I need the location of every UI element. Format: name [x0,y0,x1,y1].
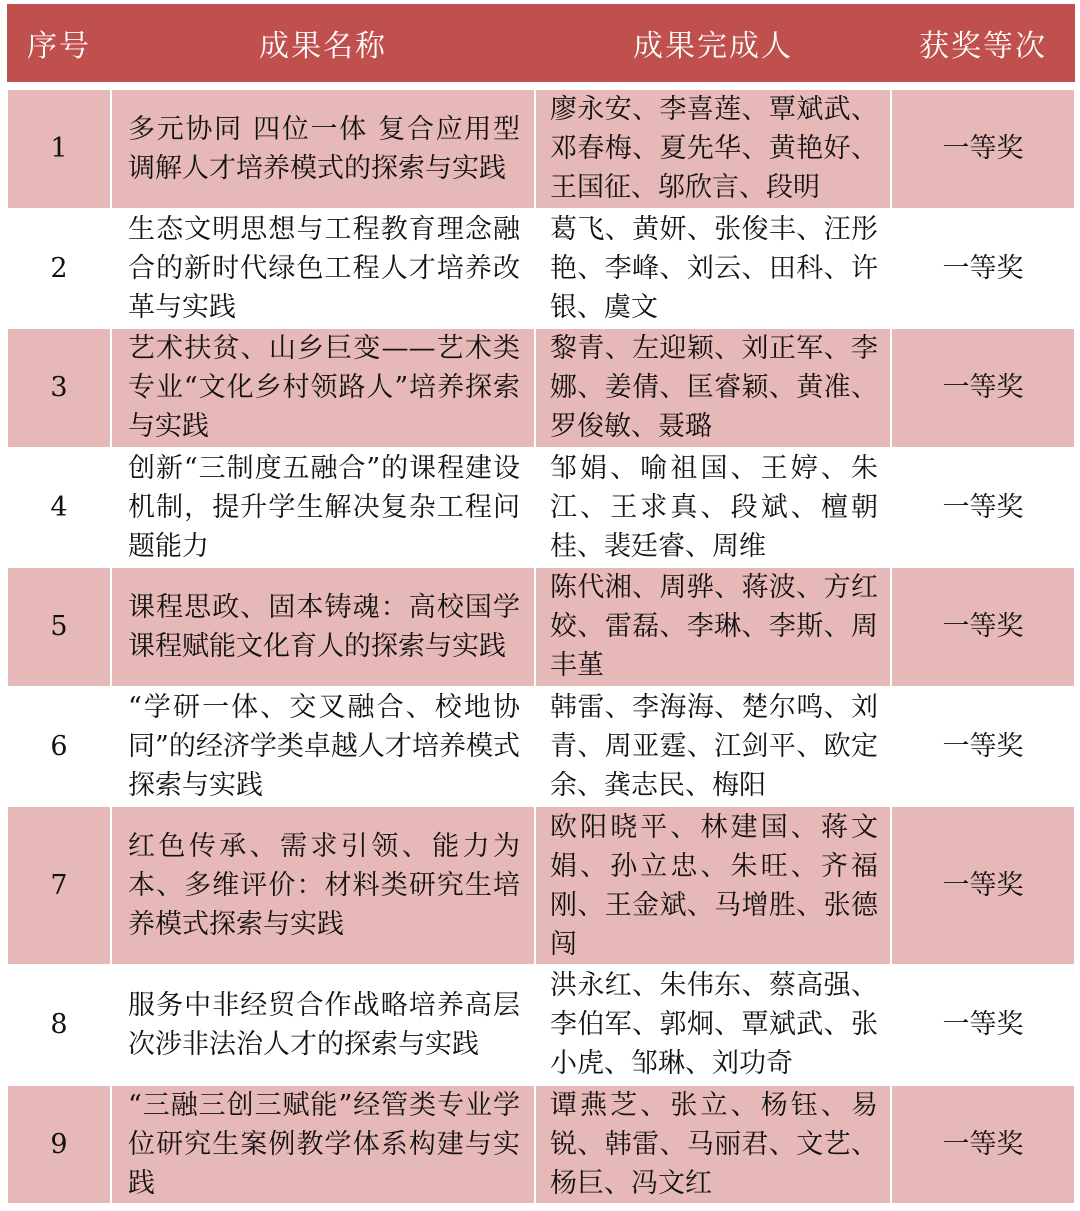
completers: 洪永红、朱伟东、蔡高强、李伯军、郭炯、覃斌武、张小虎、邹琳、刘功奇 [535,965,891,1085]
row-number: 4 [7,448,111,568]
achievement-name: 创新“三制度五融合”的课程建设机制，提升学生解决复杂工程问题能力 [111,448,535,568]
header-people: 成果完成人 [535,4,891,82]
row-number: 3 [7,328,111,448]
table-row [7,806,1075,965]
achievement-name: 生态文明思想与工程教育理念融合的新时代绿色工程人才培养改革与实践 [111,209,535,329]
completers: 廖永安、李喜莲、覃斌武、邓春梅、夏先华、黄艳好、王国征、邬欣言、段明 [535,89,891,209]
header-name: 成果名称 [111,4,535,82]
achievement-name: 红色传承、需求引领、能力为本、多维评价：材料类研究生培养模式探索与实践 [111,806,535,965]
table-body [7,89,1075,1204]
completers: 韩雷、李海海、楚尔鸣、刘青、周亚霆、江剑平、欧定余、龚志民、梅阳 [535,687,891,807]
row-number: 7 [7,806,111,965]
completers: 黎青、左迎颖、刘正军、李娜、姜倩、匡睿颖、黄准、罗俊敏、聂璐 [535,328,891,448]
achievement-name: “三融三创三赋能”经管类专业学位研究生案例教学体系构建与实践 [111,1085,535,1205]
table-row [7,687,1075,807]
table-row [7,567,1075,687]
row-number: 8 [7,965,111,1085]
completers: 邹娟、喻祖国、王婷、朱江、王求真、段斌、檀朝桂、裴廷睿、周维 [535,448,891,568]
table-row [7,448,1075,568]
row-number: 5 [7,567,111,687]
table-row [7,328,1075,448]
award-level: 一等奖 [891,687,1075,807]
awards-table [6,4,1076,1205]
completers: 陈代湘、周骅、蒋波、方红姣、雷磊、李琳、李斯、周丰堇 [535,567,891,687]
achievement-name: 服务中非经贸合作战略培养高层次涉非法治人才的探索与实践 [111,965,535,1085]
header-separator [7,82,1075,89]
award-level: 一等奖 [891,806,1075,965]
header-award: 获奖等次 [891,4,1075,82]
achievement-name: “学研一体、交叉融合、校地协同”的经济学类卓越人才培养模式探索与实践 [111,687,535,807]
row-number: 1 [7,89,111,209]
completers: 谭燕芝、张立、杨钰、易锐、韩雷、马丽君、文艺、杨巨、冯文红 [535,1085,891,1205]
award-level: 一等奖 [891,1085,1075,1205]
row-number: 6 [7,687,111,807]
table-header [7,4,1075,89]
achievement-name: 课程思政、固本铸魂：高校国学课程赋能文化育人的探索与实践 [111,567,535,687]
award-level: 一等奖 [891,209,1075,329]
award-level: 一等奖 [891,965,1075,1085]
completers: 欧阳晓平、林建国、蒋文娟、孙立忠、朱旺、齐福刚、王金斌、马增胜、张德闯 [535,806,891,965]
header-no: 序号 [7,4,111,82]
table-row [7,209,1075,329]
award-level: 一等奖 [891,448,1075,568]
achievement-name: 艺术扶贫、山乡巨变——艺术类专业“文化乡村领路人”培养探索与实践 [111,328,535,448]
completers: 葛飞、黄妍、张俊丰、汪彤艳、李峰、刘云、田科、许银、虞文 [535,209,891,329]
award-level: 一等奖 [891,567,1075,687]
table-row [7,965,1075,1085]
table-row [7,1085,1075,1205]
table-row [7,89,1075,209]
award-level: 一等奖 [891,89,1075,209]
row-number: 9 [7,1085,111,1205]
row-number: 2 [7,209,111,329]
achievement-name: 多元协同 四位一体 复合应用型调解人才培养模式的探索与实践 [111,89,535,209]
award-level: 一等奖 [891,328,1075,448]
